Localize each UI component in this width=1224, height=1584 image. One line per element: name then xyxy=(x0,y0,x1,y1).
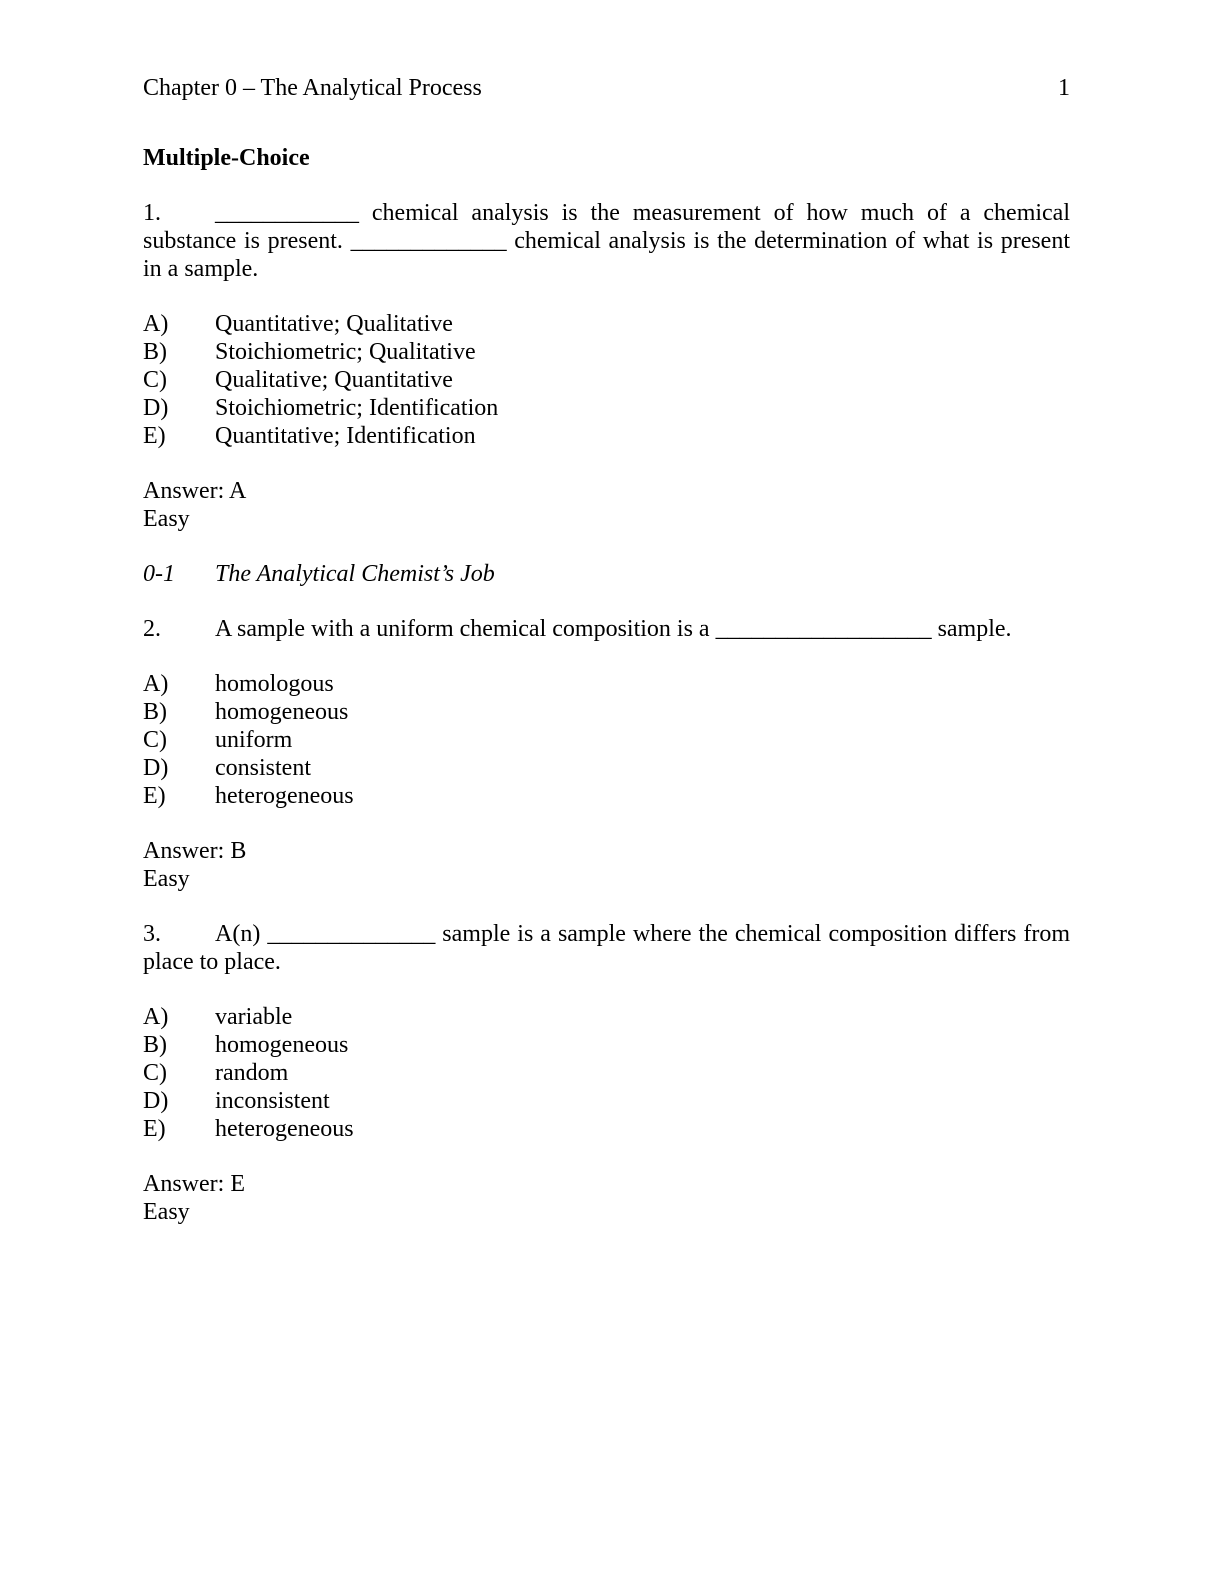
choice-label: E) xyxy=(143,1116,166,1142)
question-2-number: 2. xyxy=(143,616,161,642)
choice-text: variable xyxy=(215,1004,293,1030)
choice-text: Stoichiometric; Identification xyxy=(215,395,499,421)
question-1-body: ____________ chemical analysis is the measurement of how much of a chemical substance is present. _____________ chemical analysis is the determination of what is present in a sample. xyxy=(143,200,1070,282)
chapter-title: Chapter 0 – The Analytical Process xyxy=(143,75,482,101)
page-number: 1 xyxy=(1058,75,1070,101)
question-1-text xyxy=(143,199,1070,283)
choice-text: Quantitative; Identification xyxy=(215,423,476,449)
choice-row xyxy=(143,1115,1070,1143)
choice-row xyxy=(143,1087,1070,1115)
choice-row xyxy=(143,782,1070,810)
choice-text: homogeneous xyxy=(215,699,349,725)
choice-text: heterogeneous xyxy=(215,1116,354,1142)
answer-line: Answer: E xyxy=(143,1171,245,1197)
section-title: Multiple-Choice xyxy=(143,145,310,171)
choice-label: D) xyxy=(143,1088,169,1114)
choice-row xyxy=(143,338,1070,366)
choice-label: C) xyxy=(143,1060,167,1086)
question-3-answer-block xyxy=(143,1170,1070,1226)
question-3-number: 3. xyxy=(143,921,161,947)
choice-row xyxy=(143,698,1070,726)
choice-text: heterogeneous xyxy=(215,783,354,809)
choice-row xyxy=(143,310,1070,338)
choice-row xyxy=(143,670,1070,698)
choice-label: C) xyxy=(143,727,167,753)
choice-text: random xyxy=(215,1060,289,1086)
difficulty-line: Easy xyxy=(143,506,190,532)
choice-row xyxy=(143,1059,1070,1087)
choice-label: D) xyxy=(143,395,169,421)
choice-label: A) xyxy=(143,311,169,337)
difficulty-line: Easy xyxy=(143,866,190,892)
choice-text: Stoichiometric; Qualitative xyxy=(215,339,476,365)
choice-text: consistent xyxy=(215,755,311,781)
page-header xyxy=(143,74,1070,102)
question-3-choices xyxy=(143,1003,1070,1143)
choice-row xyxy=(143,1003,1070,1031)
question-1-number: 1. xyxy=(143,200,161,226)
question-2-choices xyxy=(143,670,1070,810)
section-heading xyxy=(143,560,1070,588)
question-3-body: A(n) ______________ sample is a sample where the chemical composition differs from place to place. xyxy=(143,921,1070,975)
choice-text: Qualitative; Quantitative xyxy=(215,367,453,393)
choice-label: B) xyxy=(143,699,167,725)
choice-row xyxy=(143,1031,1070,1059)
choice-text: homologous xyxy=(215,671,334,697)
choice-row xyxy=(143,422,1070,450)
section-heading-title: The Analytical Chemist’s Job xyxy=(215,561,495,587)
question-1-answer-block xyxy=(143,477,1070,533)
choice-row xyxy=(143,726,1070,754)
question-2-text xyxy=(143,615,1070,643)
choice-label: A) xyxy=(143,1004,169,1030)
difficulty-line: Easy xyxy=(143,1199,190,1225)
choice-text: uniform xyxy=(215,727,293,753)
answer-line: Answer: B xyxy=(143,838,247,864)
choice-row xyxy=(143,366,1070,394)
choice-label: D) xyxy=(143,755,169,781)
choice-label: B) xyxy=(143,1032,167,1058)
choice-label: C) xyxy=(143,367,167,393)
question-2-answer-block xyxy=(143,837,1070,893)
choice-label: E) xyxy=(143,783,166,809)
section-heading-number: 0-1 xyxy=(143,561,175,587)
choice-label: E) xyxy=(143,423,166,449)
choice-text: inconsistent xyxy=(215,1088,330,1114)
question-3-text xyxy=(143,920,1070,976)
question-1-choices xyxy=(143,310,1070,450)
choice-text: Quantitative; Qualitative xyxy=(215,311,453,337)
choice-row xyxy=(143,754,1070,782)
choice-row xyxy=(143,394,1070,422)
answer-line: Answer: A xyxy=(143,478,247,504)
choice-label: B) xyxy=(143,339,167,365)
question-2-body: A sample with a uniform chemical composition is a __________________ sample. xyxy=(215,616,1012,642)
choice-text: homogeneous xyxy=(215,1032,349,1058)
choice-label: A) xyxy=(143,671,169,697)
